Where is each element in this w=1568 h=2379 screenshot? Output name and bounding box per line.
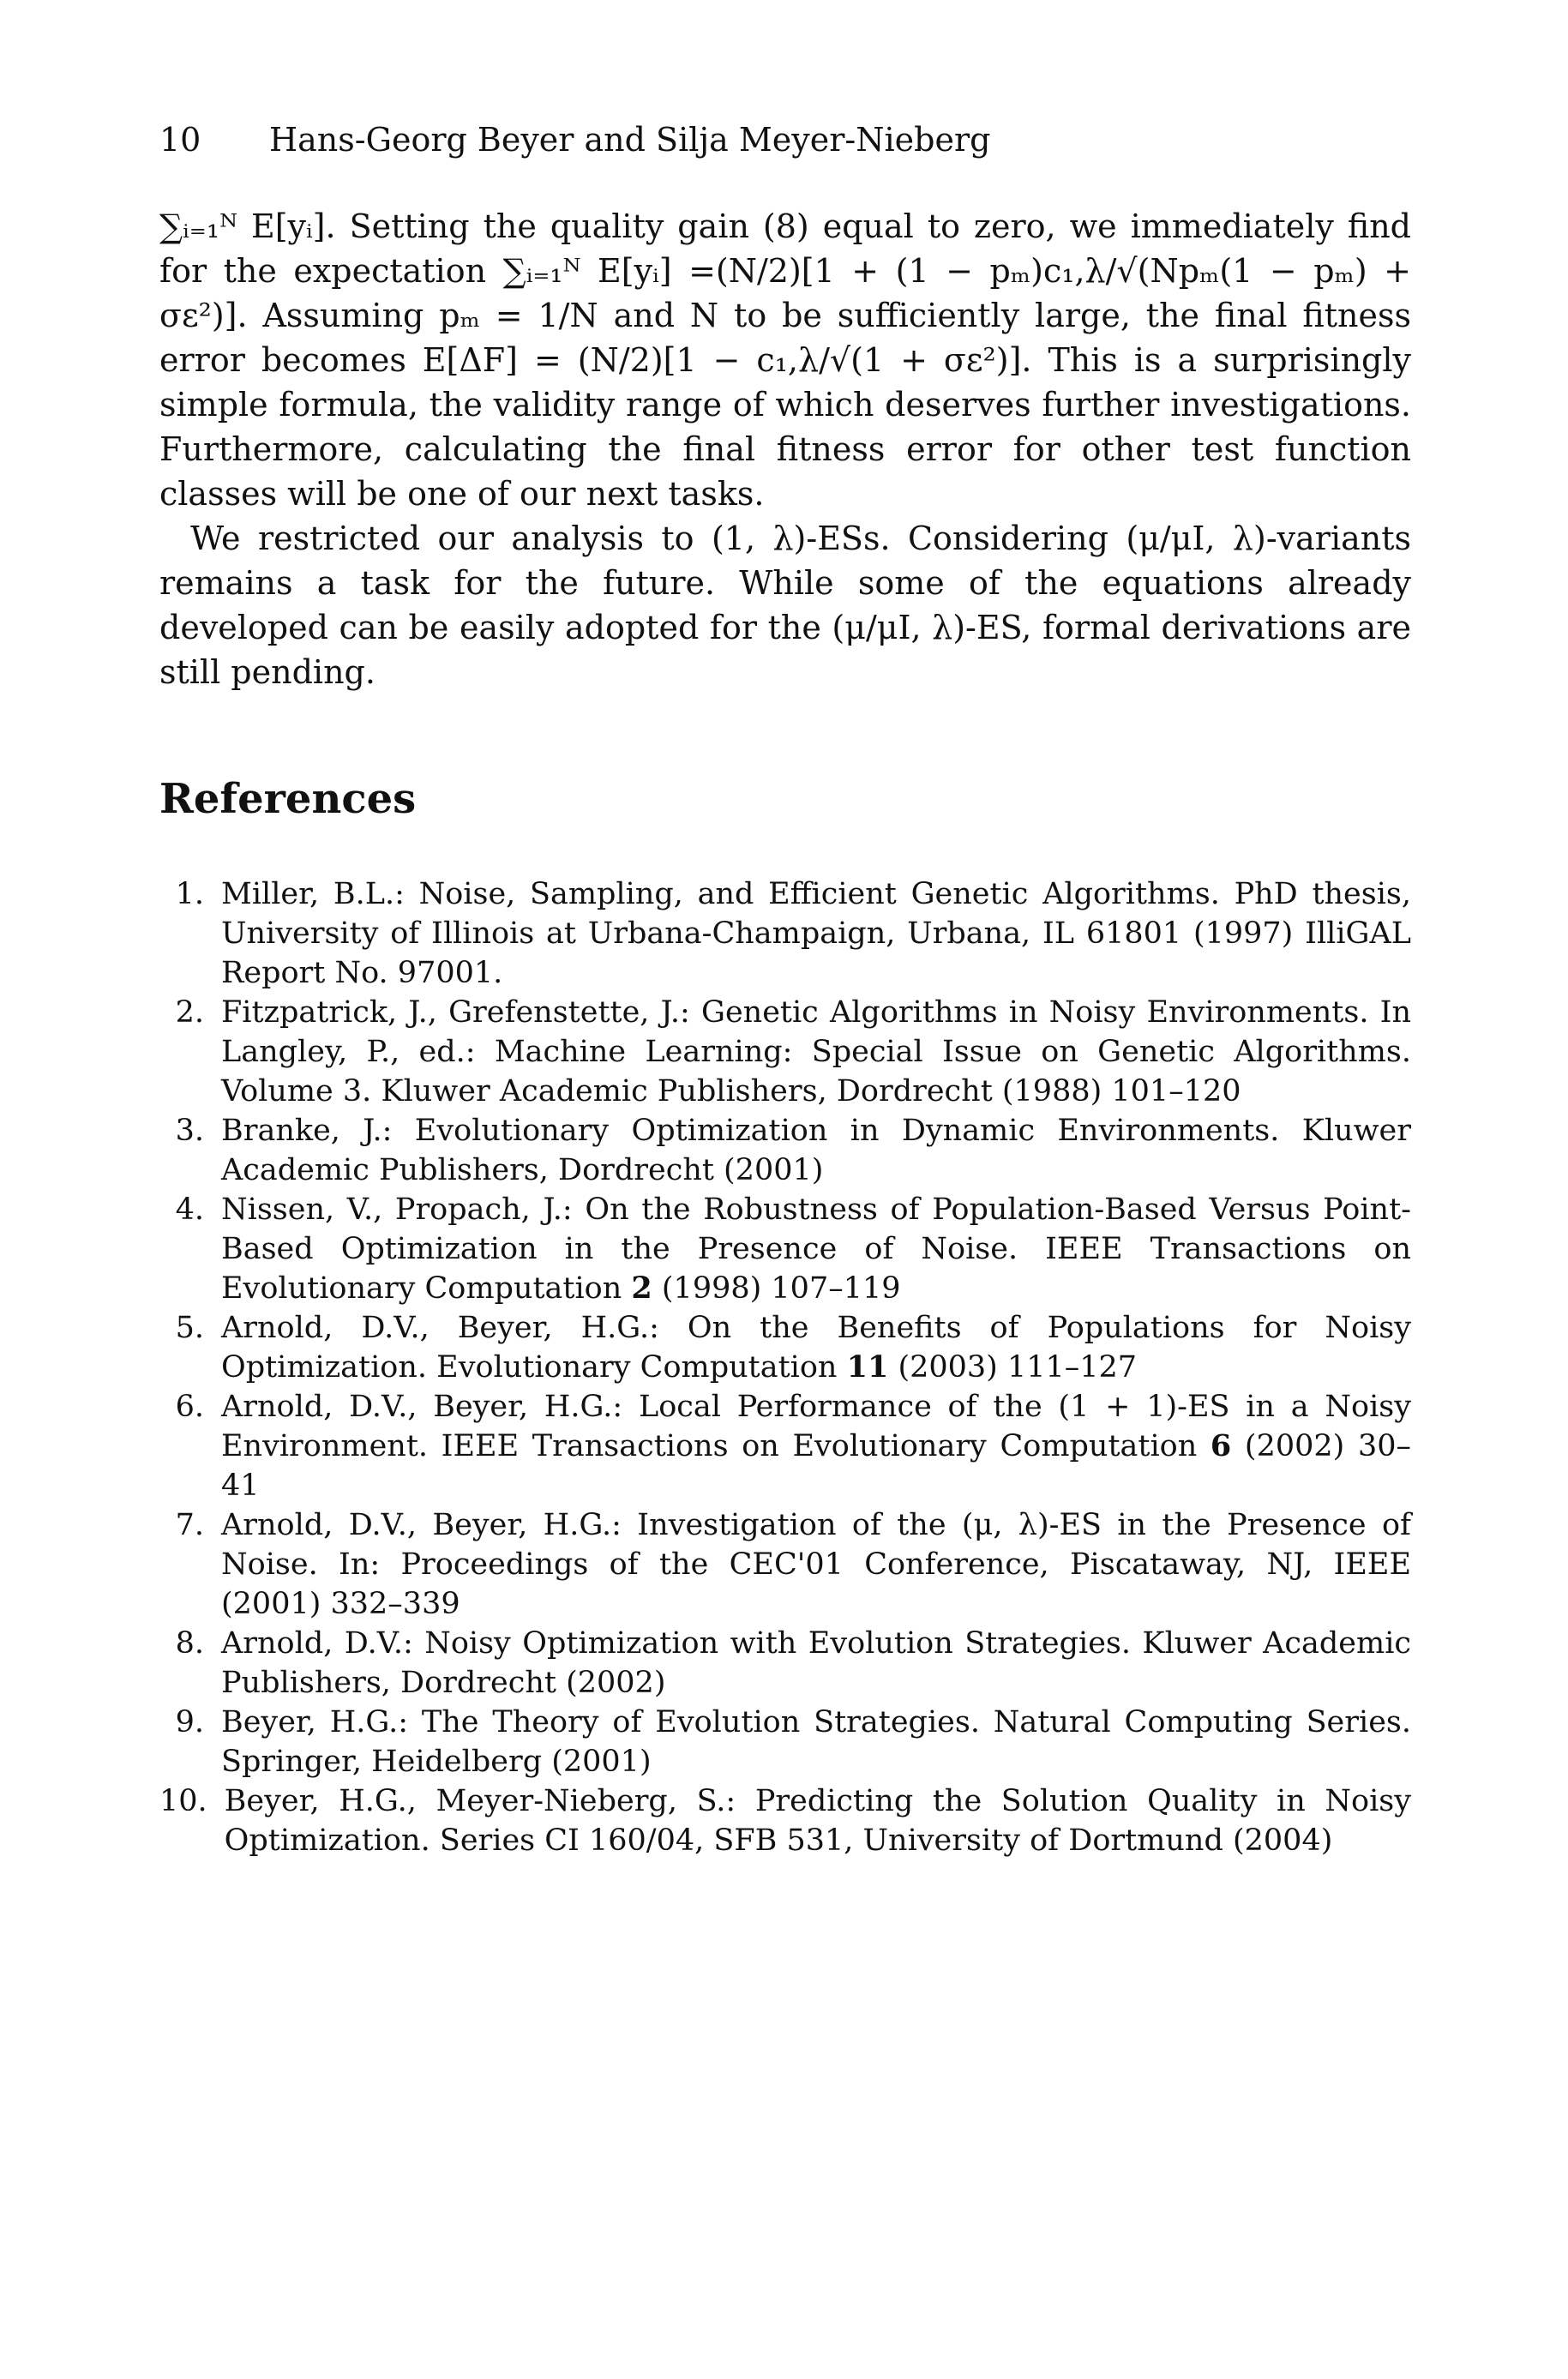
- reference-number: 2.: [175, 995, 204, 1030]
- reference-text: Arnold, D.V., Beyer, H.G.: On the Benefits of Populations for Noisy Optimization. Evolutionary Computation 11 (2003) 111–127: [221, 1311, 1411, 1385]
- reference-number: 4.: [175, 1193, 204, 1227]
- references-heading: References: [159, 775, 417, 823]
- body-paragraph-2: [159, 516, 1411, 694]
- reference-text: Branke, J.: Evolutionary Optimization in Dynamic Environments. Kluwer Academic Publishers, Dordrecht (2001): [221, 1114, 1411, 1187]
- reference-list: [159, 874, 1411, 1860]
- reference-item: [159, 874, 1411, 993]
- paragraph-text: ∑ᵢ₌₁ᴺ E[yᵢ]. Setting the quality gain (8) equal to zero, we immediately find for the expectation ∑ᵢ₌₁ᴺ E[yᵢ] =(N/2)[1 + (1 − pₘ)c₁,λ/√(Npₘ(1 − pₘ) + σε²)]. Assuming pₘ = 1/N and N to be sufficiently large, the final fitness error becomes E[ΔF] = (N/2)[1 − c₁,λ/√(1 + σε²)]. This is a surprisingly simple formula, the validity range of which deserves further investigations. Furthermore, calculating the final fitness error for other test function classes will be one of our next tasks.: [159, 207, 1411, 513]
- reference-number: 9.: [175, 1705, 204, 1739]
- reference-number: 10.: [159, 1784, 207, 1818]
- reference-text: Arnold, D.V., Beyer, H.G.: Local Performance of the (1 + 1)-ES in a Noisy Environment. IEEE Transactions on Evolutionary Computation 6 (2002) 30–41: [221, 1390, 1411, 1503]
- reference-item: [159, 993, 1411, 1111]
- reference-text: Nissen, V., Propach, J.: On the Robustness of Population-Based Versus Point-Based Optimization in the Presence of Noise. IEEE Transactions on Evolutionary Computation 2 (1998) 107–119: [221, 1193, 1411, 1306]
- reference-number: 1.: [175, 877, 204, 911]
- reference-item: [159, 1387, 1411, 1505]
- page-number: 10: [159, 121, 201, 159]
- reference-number: 7.: [175, 1508, 204, 1542]
- reference-item: [159, 1624, 1411, 1703]
- reference-number: 3.: [175, 1114, 204, 1148]
- body-paragraph-1: [159, 204, 1411, 516]
- reference-number: 5.: [175, 1311, 204, 1345]
- reference-text: Arnold, D.V.: Noisy Optimization with Evolution Strategies. Kluwer Academic Publishers, Dordrecht (2002): [221, 1626, 1411, 1700]
- reference-item: [159, 1190, 1411, 1308]
- reference-number: 6.: [175, 1390, 204, 1424]
- running-header-authors: Hans-Georg Beyer and Silja Meyer-Nieberg: [269, 121, 991, 159]
- reference-text: Arnold, D.V., Beyer, H.G.: Investigation of the (μ, λ)-ES in the Presence of Noise. In: Proceedings of the CEC'01 Conference, Piscataway, NJ, IEEE (2001) 332–339: [221, 1508, 1411, 1621]
- reference-item: [159, 1505, 1411, 1624]
- paragraph-text: We restricted our analysis to (1, λ)-ESs. Considering (μ/μI, λ)-variants remains a task for the future. While some of the equations already developed can be easily adopted for the (μ/μI, λ)-ES, formal derivations are still pending.: [159, 520, 1411, 691]
- reference-text: Fitzpatrick, J., Grefenstette, J.: Genetic Algorithms in Noisy Environments. In Langley, P., ed.: Machine Learning: Special Issue on Genetic Algorithms. Volume 3. Kluwer Academic Publishers, Dordrecht (1988) 101–120: [221, 995, 1411, 1108]
- reference-item: [159, 1308, 1411, 1387]
- reference-text: Beyer, H.G., Meyer-Nieberg, S.: Predicting the Solution Quality in Noisy Optimization. Series CI 160/04, SFB 531, University of Dortmund (2004): [224, 1784, 1411, 1858]
- reference-item: [159, 1111, 1411, 1190]
- reference-item: [159, 1781, 1411, 1860]
- paper-page: [159, 120, 1411, 1860]
- reference-text: Miller, B.L.: Noise, Sampling, and Efficient Genetic Algorithms. PhD thesis, University of Illinois at Urbana-Champaign, Urbana, IL 61801 (1997) IlliGAL Report No. 97001.: [221, 877, 1411, 990]
- reference-item: [159, 1703, 1411, 1781]
- reference-number: 8.: [175, 1626, 204, 1661]
- reference-text: Beyer, H.G.: The Theory of Evolution Strategies. Natural Computing Series. Springer, Heidelberg (2001): [221, 1705, 1411, 1779]
- running-header: [159, 120, 1411, 159]
